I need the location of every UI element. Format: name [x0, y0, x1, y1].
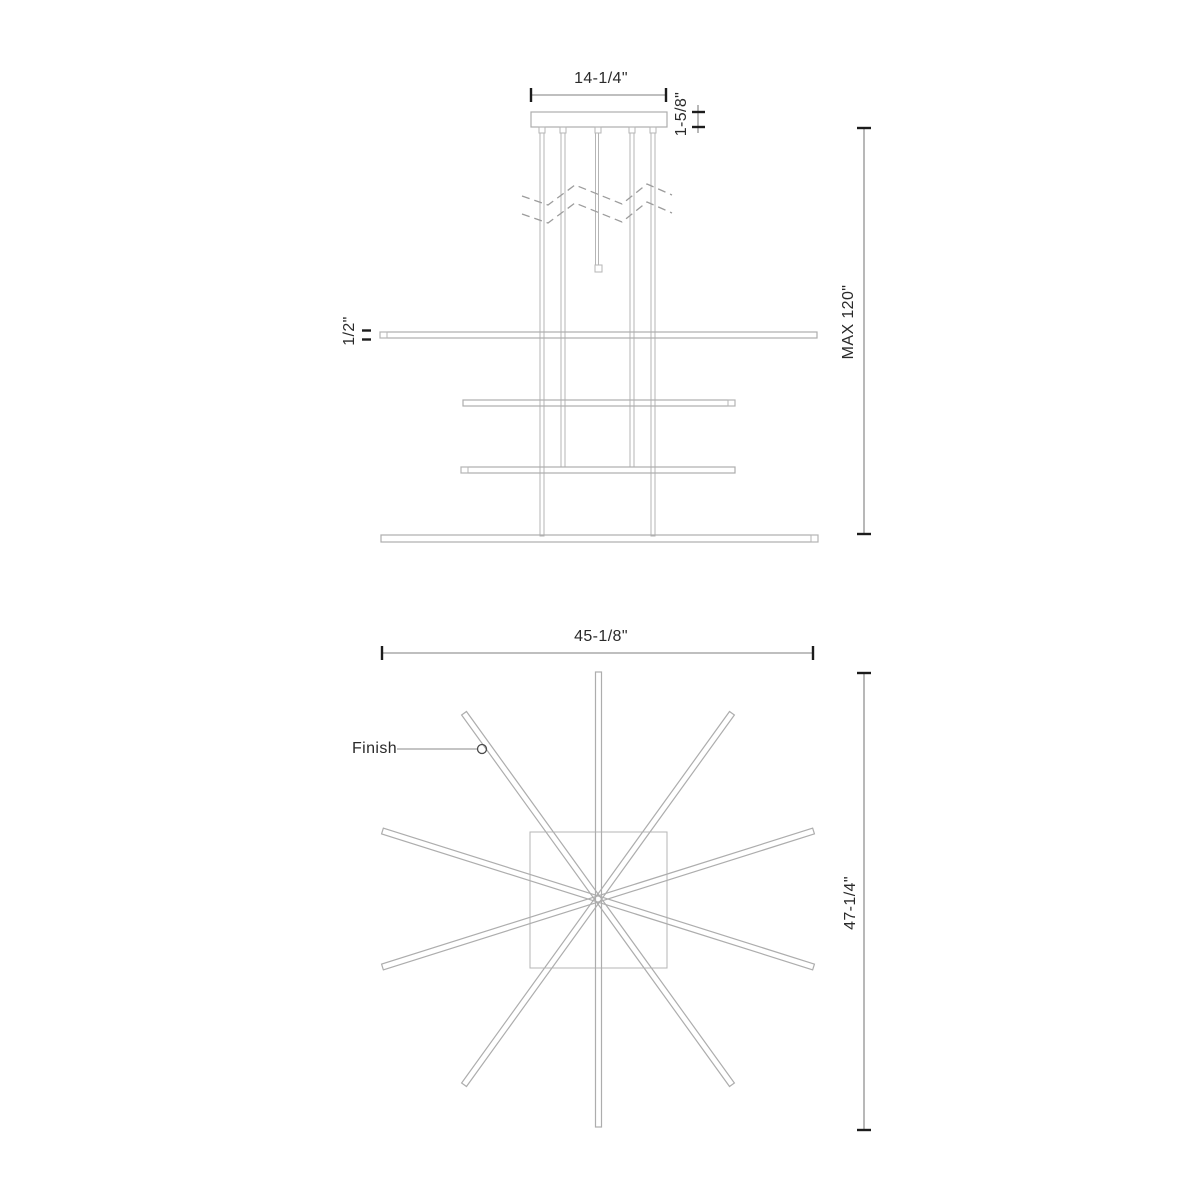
canopy-rod-connectors	[539, 127, 656, 133]
side-elevation-view	[362, 88, 871, 542]
rod-center-cable	[596, 133, 599, 265]
rod-1	[540, 133, 544, 536]
plan-width-label: 45-1/8"	[574, 628, 628, 645]
max-suspension-label: MAX 120"	[840, 284, 857, 360]
bar-4-endcap	[811, 535, 818, 542]
cable-end-fitting	[595, 265, 602, 272]
rod-4	[651, 133, 655, 536]
canopy-outline	[531, 112, 667, 127]
leader-dot	[478, 745, 487, 754]
bar-shallow-right	[382, 828, 815, 970]
finish-callout-label: Finish	[352, 740, 398, 757]
light-bars-plan	[382, 672, 815, 1127]
canopy-footprint	[530, 832, 667, 968]
bar-4-profile	[381, 535, 818, 542]
bar-3-endcap	[461, 467, 468, 473]
canopy-height-label: 1-5/8"	[673, 91, 690, 137]
dim-bar-thickness	[362, 331, 371, 340]
dim-max-suspension	[857, 128, 871, 534]
dim-canopy-height	[692, 105, 705, 133]
bar-steep-right	[462, 712, 735, 1087]
bar-3-profile	[461, 467, 735, 473]
bar-1-profile	[380, 332, 817, 338]
rod-2	[561, 133, 565, 467]
bar-2-endcap	[728, 400, 735, 406]
bar-2-profile	[463, 400, 735, 406]
light-bars-side	[380, 332, 818, 542]
plan-depth-label: 47-1/4"	[842, 876, 859, 930]
dim-canopy-width	[531, 88, 666, 102]
dim-plan-width	[382, 646, 813, 660]
finish-leader	[397, 745, 487, 754]
canopy-width-label: 14-1/4"	[574, 70, 628, 87]
bar-1-endcap	[380, 332, 387, 338]
rod-3	[630, 133, 634, 467]
plan-view	[382, 646, 871, 1130]
bar-shallow-left	[382, 828, 815, 970]
bar-thickness-label: 1/2"	[341, 316, 358, 346]
bar-steep-left	[462, 712, 735, 1087]
